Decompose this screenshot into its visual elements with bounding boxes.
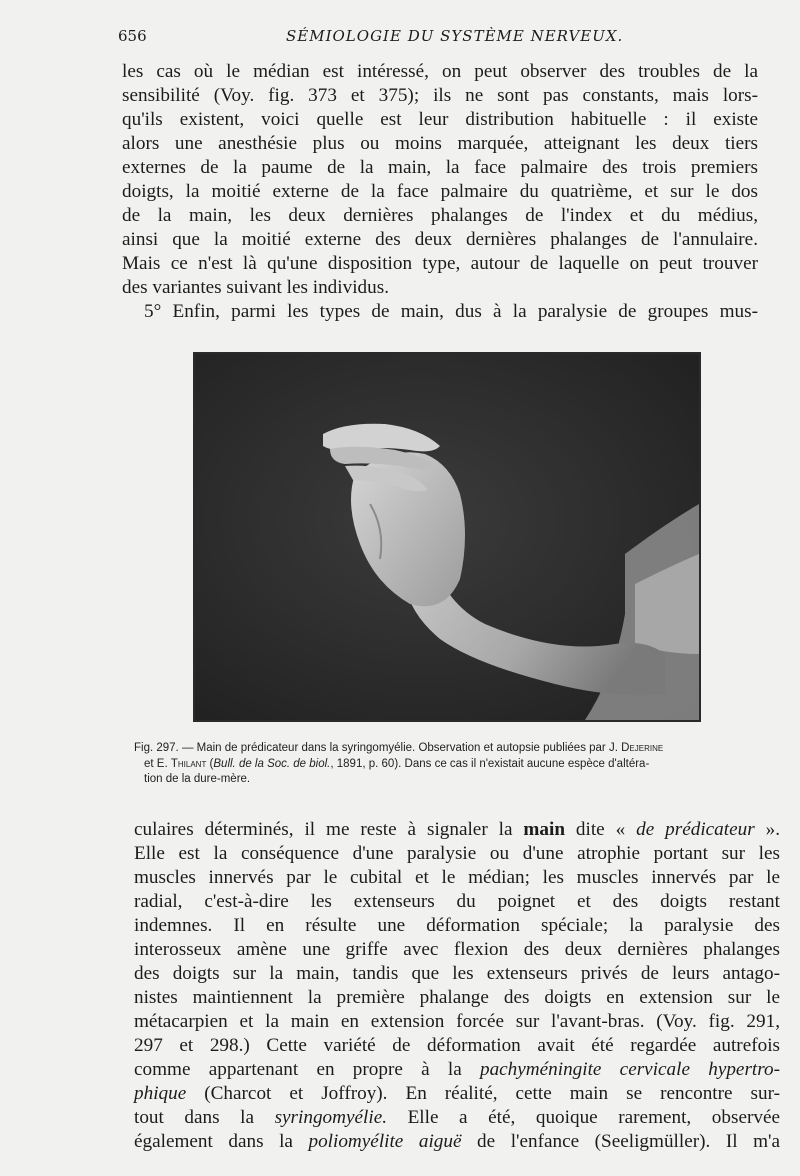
page-header xyxy=(118,27,758,49)
figure-photo xyxy=(193,352,701,722)
caption-text: — Main de prédicateur dans la syringomyélie. Observation et autopsie publiées par J. xyxy=(178,742,622,754)
caption-text: ( xyxy=(206,757,214,770)
text-line: Elle est la conséquence d'une paralysie ou d'une atrophie portant sur les xyxy=(134,843,780,864)
text-line: interosseux amène une griffe avec flexion des deux dernières phalanges xyxy=(134,939,780,960)
text-line: externes de la paume de la main, la face palmaire des trois premiers xyxy=(122,157,758,178)
text-line: radial, c'est-à-dire les extenseurs du poignet et des doigts restant xyxy=(134,891,780,912)
text-line: des doigts sur la main, tandis que les extenseurs privés de leurs antago- xyxy=(134,963,780,984)
text-line: 5° Enfin, parmi les types de main, dus à la paralysie de groupes mus- xyxy=(144,301,758,322)
caption-author: Thilant xyxy=(170,757,207,770)
caption-line xyxy=(134,757,770,773)
text-line: indemnes. Il en résulte une déformation spéciale; la paralysie des xyxy=(134,915,780,936)
text-line: tout dans la syringomyélie. Elle a été, quoique rarement, observée xyxy=(134,1107,780,1128)
text-line: qu'ils existent, voici quelle est leur distribution habituelle : il existe xyxy=(122,109,758,130)
text-line: métacarpien et la main en extension forcée sur l'avant-bras. (Voy. fig. 291, xyxy=(134,1011,780,1032)
caption-author: Dejerine xyxy=(621,742,664,754)
text-line: les cas où le médian est intéressé, on peut observer des troubles de la xyxy=(122,61,758,82)
figure-label: Fig. 297. xyxy=(134,742,179,754)
text-line: 297 et 298.) Cette variété de déformation avait été regardée autrefois xyxy=(134,1035,780,1056)
figure-caption xyxy=(134,741,770,788)
caption-line: tion de la dure-mère. xyxy=(144,773,251,785)
caption-text: et E. xyxy=(144,757,171,770)
text-line: sensibilité (Voy. fig. 373 et 375); ils ne sont pas constants, mais lors- xyxy=(122,85,758,106)
text-line: culaires déterminés, il me reste à signaler la main dite « de prédicateur ». xyxy=(134,819,780,840)
text-line: comme appartenant en propre à la pachyméningite cervicale hypertro- xyxy=(134,1059,780,1080)
page-number: 656 xyxy=(118,27,147,45)
text-line: de la main, les deux dernières phalanges de l'index et du médius, xyxy=(122,205,758,226)
text-line: alors une anesthésie plus ou moins marquée, atteignant les deux tiers xyxy=(122,133,758,154)
paragraph-bottom xyxy=(134,818,780,1154)
text-line: muscles innervés par le cubital et le médian; les muscles innervés par le xyxy=(134,867,780,888)
text-line: doigts, la moitié externe de la face palmaire du quatrième, et sur le dos xyxy=(122,181,758,202)
text-line: ainsi que la moitié externe des deux dernières phalanges de l'annulaire. xyxy=(122,229,758,250)
text-line: également dans la poliomyélite aiguë de l'enfance (Seeligmüller). Il m'a xyxy=(134,1131,780,1152)
text-line: Mais ce n'est là qu'une disposition type, autour de laquelle on peut trouver xyxy=(122,253,758,274)
text-line: phique (Charcot et Joffroy). En réalité, cette main se rencontre sur- xyxy=(134,1083,780,1104)
text-line: des variantes suivant les individus. xyxy=(122,277,389,298)
paragraph-top xyxy=(122,60,758,324)
caption-text: , 1891, p. 60). Dans ce cas il n'existait aucune espèce d'altéra- xyxy=(330,757,650,770)
caption-line xyxy=(134,741,770,757)
hand-photo-illustration xyxy=(195,354,699,720)
running-title: SÉMIOLOGIE DU SYSTÈME NERVEUX. xyxy=(286,27,624,45)
caption-journal: Bull. de la Soc. de biol. xyxy=(213,757,331,770)
text-line: nistes maintiennent la première phalange des doigts en extension sur le xyxy=(134,987,780,1008)
